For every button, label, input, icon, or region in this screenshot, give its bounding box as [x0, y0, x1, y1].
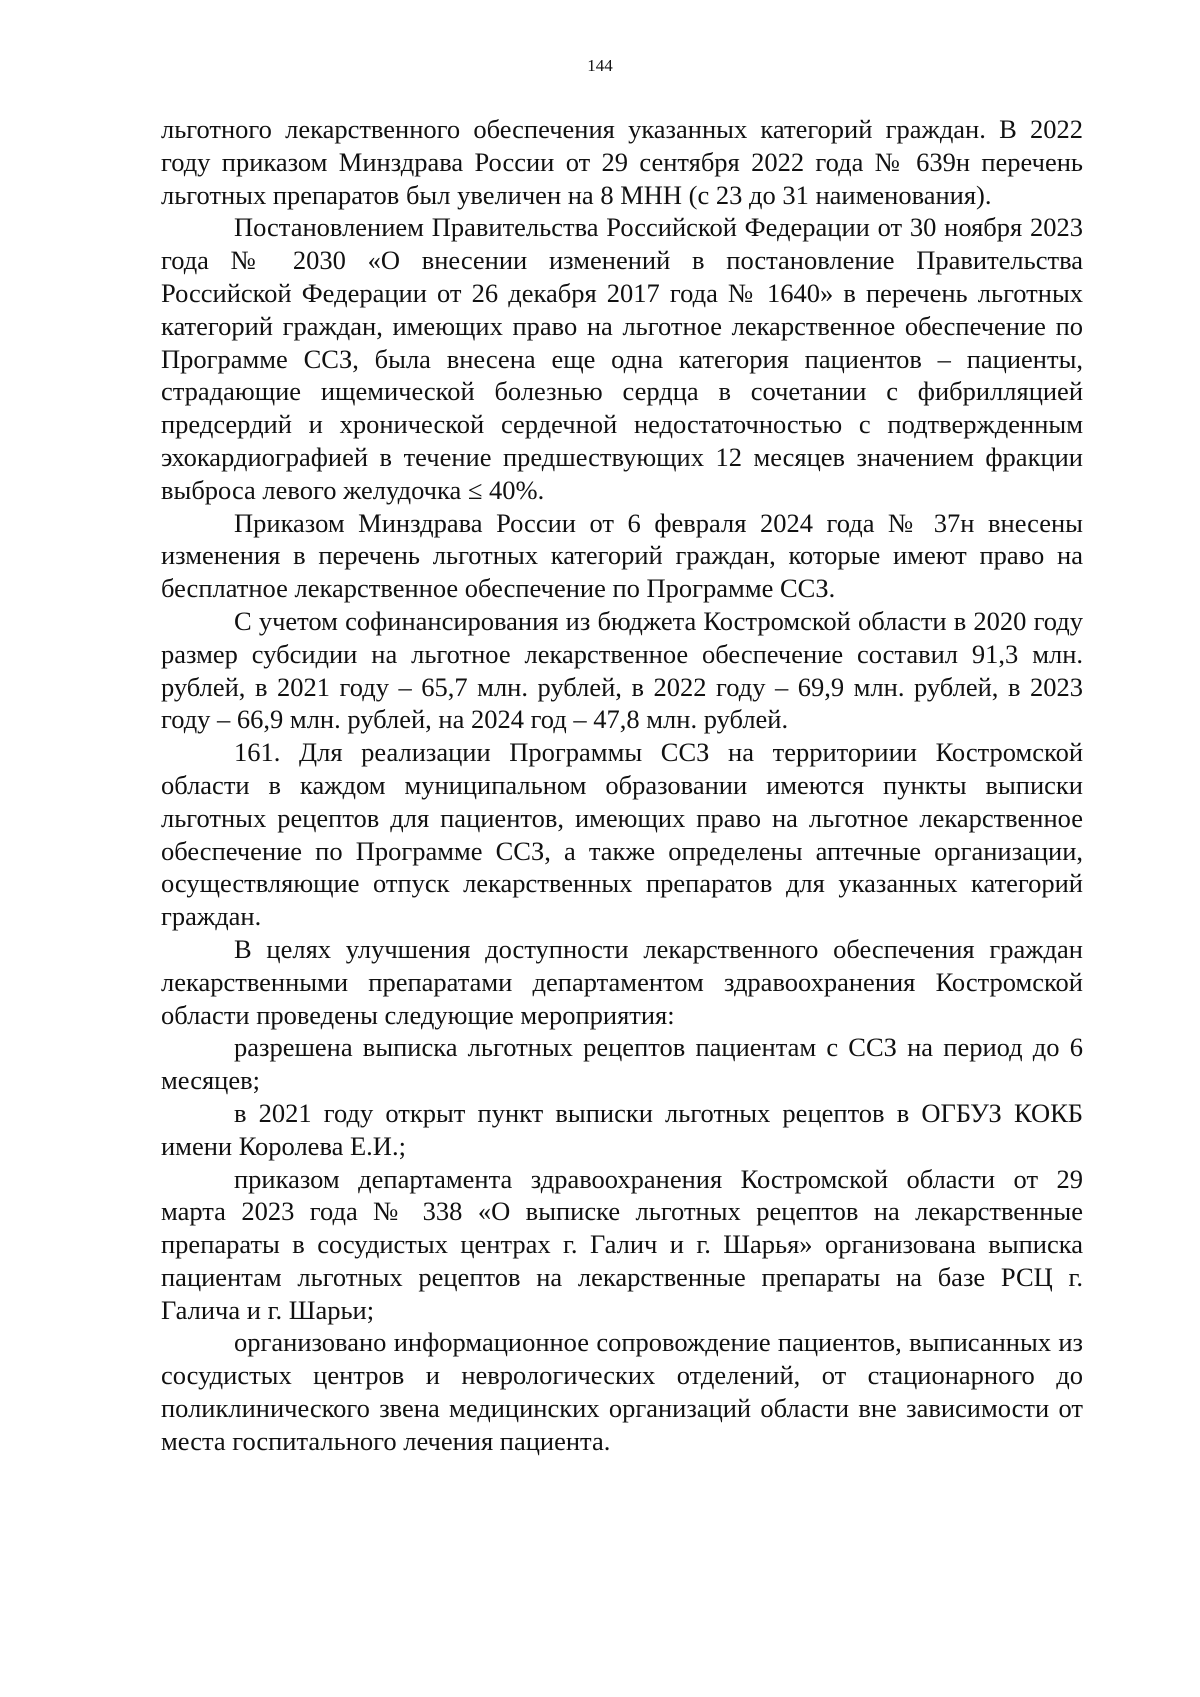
paragraph-continuation-preferential-drugs: льготного лекарственного обеспечения указанных категорий граждан. В 2022 году приказом Минздрава России от 29 сентября 2022 года № 639н перечень льготных препаратов был увеличен на 8 МНН (с 23 до 31 наименования). — [161, 114, 1083, 210]
list-item-kokb-point: в 2021 году открыт пункт выписки льготных рецептов в ОГБУЗ КОКБ имени Королева Е.И.; — [161, 1097, 1083, 1161]
paragraph-accessibility-measures: В целях улучшения доступности лекарственного обеспечения граждан лекарственными препаратами департаментом здравоохранения Костромской области проведены следующие мероприятия: — [161, 933, 1083, 1030]
paragraph-161-prescription-points: 161. Для реализации Программы ССЗ на территориии Костромской области в каждом муниципальном образовании имеются пункты выписки льготных рецептов для пациентов, имеющих право на льготное лекарственное обеспечение по Программе ССЗ, а также определены аптечные организации, осуществляющие отпуск лекарственных препаратов для указанных категорий граждан. — [161, 737, 1083, 932]
list-item-six-month-prescriptions: разрешена выписка льготных рецептов пациентам с ССЗ на период до 6 месяцев; — [161, 1032, 1083, 1096]
document-body — [161, 113, 1083, 1458]
paragraph-government-decree-2030: Постановлением Правительства Российской Федерации от 30 ноября 2023 года № 2030 «О внесении изменений в постановление Правительства Российской Федерации от 26 декабря 2017 года № 1640» в перечень льготных категорий граждан, имеющих право на льготное лекарственное обеспечение по Программе ССЗ, была внесена еще одна категория пациентов – пациенты, страдающие ищемической болезнью сердца в сочетании с фибрилляцией предсердий и хронической сердечной недостаточностью с подтвержденным эхокардиографией в течение предшествующих 12 месяцев значением фракции выброса левого желудочка ≤ 40%. — [161, 212, 1083, 505]
list-item-order-338: приказом департамента здравоохранения Костромской области от 29 марта 2023 года № 338 «О выписке льготных рецептов на лекарственные препараты в сосудистых центрах г. Галич и г. Шарья» организована выписка пациентам льготных рецептов на лекарственные препараты на базе РСЦ г. Галича и г. Шарьи; — [161, 1163, 1083, 1325]
page-number: 144 — [587, 56, 613, 75]
paragraph-order-37n: Приказом Минздрава России от 6 февраля 2024 года № 37н внесены изменения в перечень льготных категорий граждан, которые имеют право на бесплатное лекарственное обеспечение по Программе ССЗ. — [161, 507, 1083, 604]
paragraph-subsidy-amounts: С учетом софинансирования из бюджета Костромской области в 2020 году размер субсидии на льготное лекарственное обеспечение составил 91,3 млн. рублей, в 2021 году – 65,7 млн. рублей, в 2022 году – 69,9 млн. рублей, в 2023 году – 66,9 млн. рублей, на 2024 год – 47,8 млн. рублей. — [161, 605, 1083, 735]
list-item-information-support: организовано информационное сопровождение пациентов, выписанных из сосудистых центров и неврологических отделений, от стационарного до поликлинического звена медицинских организаций области вне зависимости от места госпитального лечения пациента. — [161, 1327, 1083, 1456]
